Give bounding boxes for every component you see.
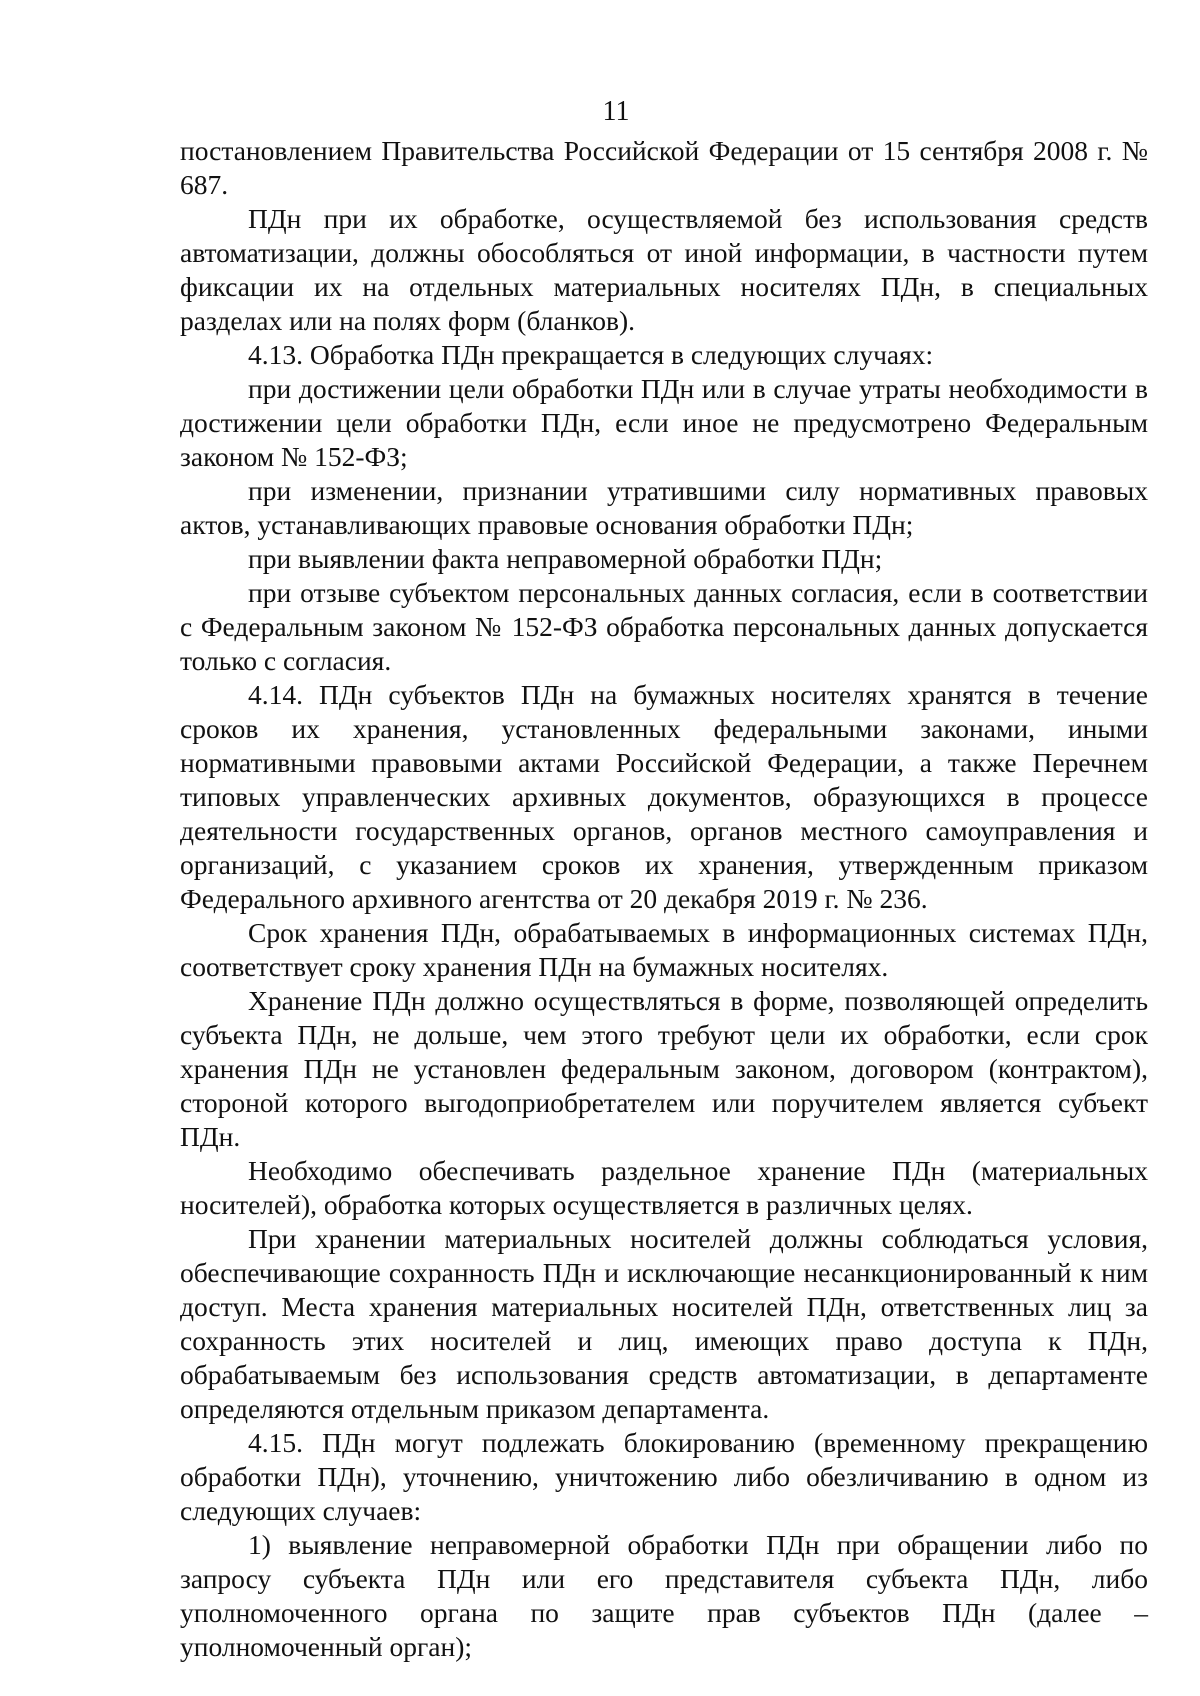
paragraph: 4.13. Обработка ПДн прекращается в следующих случаях: (248, 339, 934, 370)
paragraph: постановлением Правительства Российской Федерации от 15 сентября 2008 г. № 687. (180, 135, 1148, 200)
paragraph: при изменении, признании утратившими силу нормативных правовых актов, устанавливающих правовые основания обработки ПДн; (180, 475, 1148, 540)
paragraph: При хранении материальных носителей должны соблюдаться условия, обеспечивающие сохранность ПДн и исключающие несанкционированный к ним доступ. Места хранения материальных носителей ПДн, ответственных лиц за сохранность этих носителей и лиц, имеющих право доступа к ПДн, обрабатываемым без использования средств автоматизации, в департаменте определяются отдельным приказом департамента. (180, 1223, 1148, 1424)
page-number: 11 (602, 96, 630, 127)
paragraph: при достижении цели обработки ПДн или в случае утраты необходимости в достижении цели обработки ПДн, если иное не предусмотрено Федеральным законом № 152-ФЗ; (180, 373, 1148, 472)
paragraph: Необходимо обеспечивать раздельное хранение ПДн (материальных носителей), обработка которых осуществляется в различных целях. (180, 1155, 1148, 1220)
paragraph: ПДн при их обработке, осуществляемой без использования средств автоматизации, должны обособляться от иной информации, в частности путем фиксации их на отдельных материальных носителях ПДн, в специальных разделах или на полях форм (бланков). (180, 203, 1148, 336)
paragraph: Срок хранения ПДн, обрабатываемых в информационных системах ПДн, соответствует сроку хранения ПДн на бумажных носителях. (180, 917, 1148, 982)
paragraph: при отзыве субъектом персональных данных согласия, если в соответствии с Федеральным законом № 152-ФЗ обработка персональных данных допускается только с согласия. (180, 577, 1148, 676)
paragraph: Хранение ПДн должно осуществляться в форме, позволяющей определить субъекта ПДн, не дольше, чем этого требуют цели их обработки, если срок хранения ПДн не установлен федеральным законом, договором (контрактом), стороной которого выгодоприобретателем или поручителем является субъект ПДн. (180, 985, 1148, 1152)
paragraph: 4.14. ПДн субъектов ПДн на бумажных носителях хранятся в течение сроков их хранения, установленных федеральными законами, иными нормативными правовыми актами Российской Федерации, а также Перечнем типовых управленческих архивных документов, образующихся в процессе деятельности государственных органов, органов местного самоуправления и организаций, с указанием сроков их хранения, утвержденным приказом Федерального архивного агентства от 20 декабря 2019 г. № 236. (180, 679, 1148, 914)
paragraph: 1) выявление неправомерной обработки ПДн при обращении либо по запросу субъекта ПДн или его представителя субъекта ПДн, либо уполномоченного органа по защите прав субъектов ПДн (далее – уполномоченный орган); (180, 1529, 1148, 1662)
paragraph: 4.15. ПДн могут подлежать блокированию (временному прекращению обработки ПДн), уточнению, уничтожению либо обезличиванию в одном из следующих случаев: (180, 1427, 1148, 1526)
paragraph: при выявлении факта неправомерной обработки ПДн; (248, 543, 883, 574)
document-body (180, 134, 1148, 1664)
